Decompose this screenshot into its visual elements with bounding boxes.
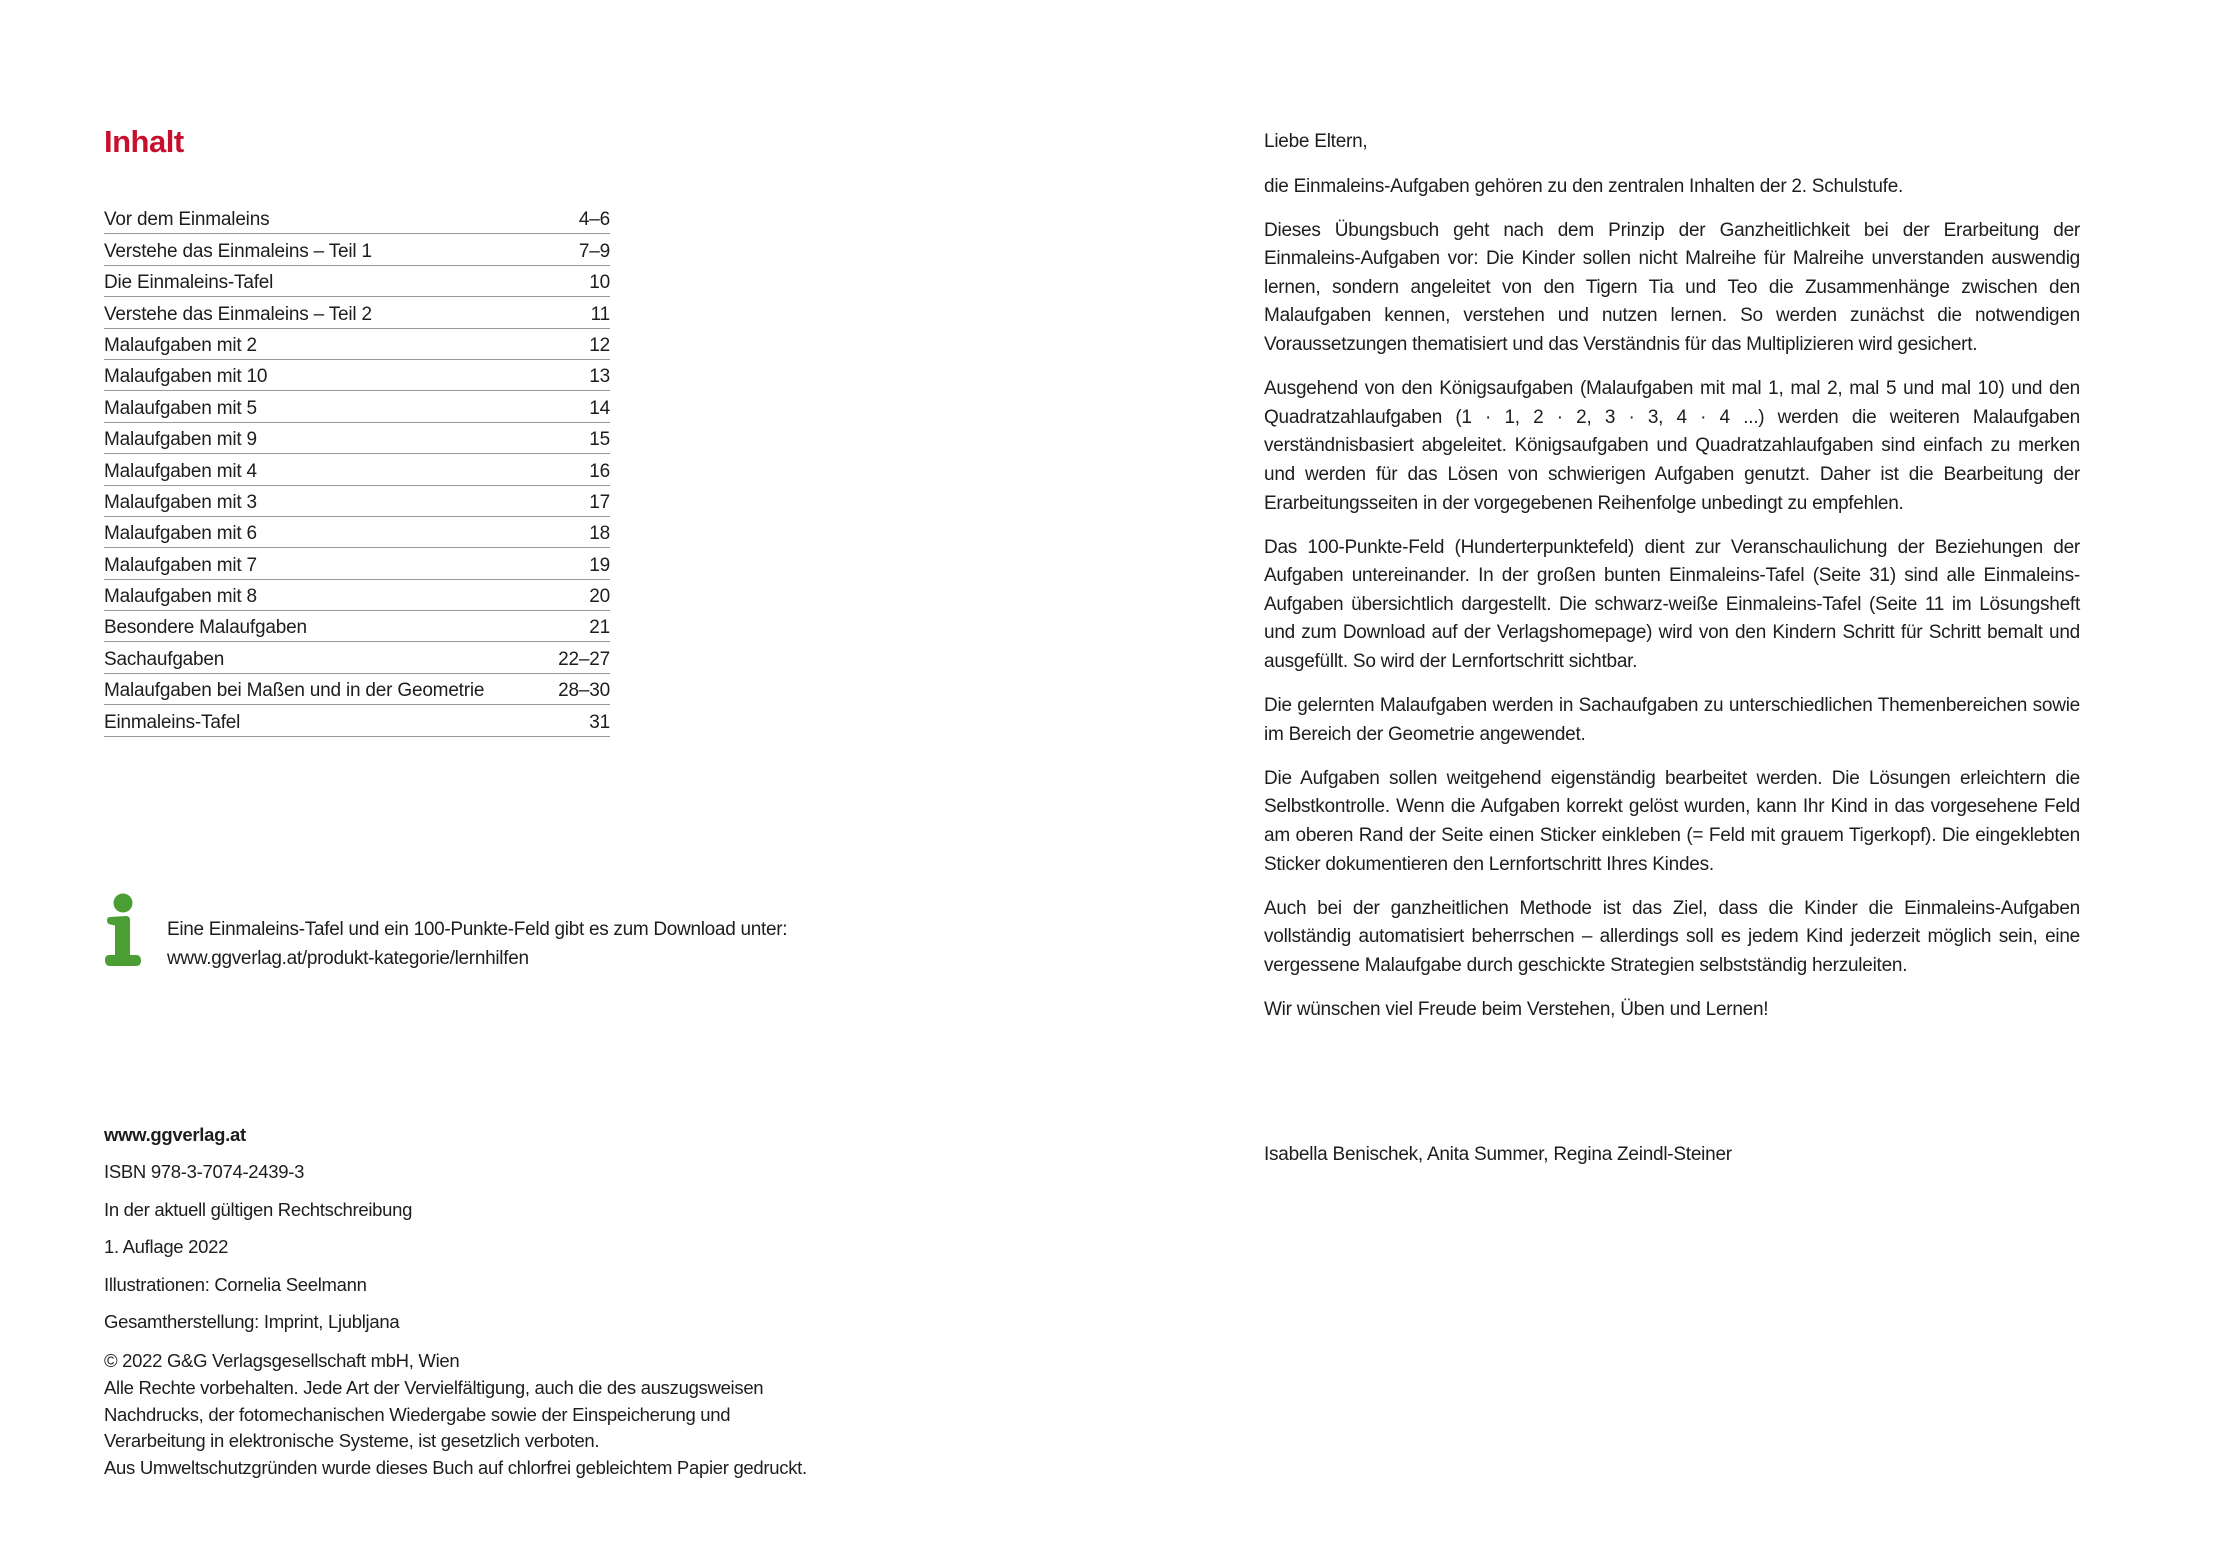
copyright-line: Nachdrucks, der fotomechanischen Wiedergabe sowie der Einspeicherung und <box>104 1403 731 1425</box>
toc-title: Malaufgaben mit 9 <box>104 429 257 451</box>
copyright-line: © 2022 G&G Verlagsgesellschaft mbH, Wien <box>104 1350 460 1372</box>
info-icon <box>104 893 142 968</box>
toc-title: Malaufgaben mit 5 <box>104 397 257 419</box>
page-title: Inhalt <box>104 124 184 159</box>
toc-row[interactable] <box>104 705 610 736</box>
toc-row[interactable] <box>104 329 610 360</box>
toc-title: Einmaleins-Tafel <box>104 711 241 733</box>
authors-signature: Isabella Benischek, Anita Summer, Regina Zeindl-Steiner <box>1264 1144 1732 1165</box>
copyright-line: Alle Rechte vorbehalten. Jede Art der Vervielfältigung, auch die des auszugsweisen <box>104 1376 764 1398</box>
download-link[interactable]: www.ggverlag.at/produkt-kategorie/lernhilfen <box>167 948 529 969</box>
toc-pages: 17 <box>589 491 610 513</box>
copyright-notice <box>104 1348 924 1481</box>
toc-title: Malaufgaben mit 4 <box>104 460 257 482</box>
toc-pages: 11 <box>590 303 610 325</box>
toc-title: Malaufgaben bei Maßen und in der Geometrie <box>104 680 485 702</box>
toc-pages: 4–6 <box>578 209 610 231</box>
toc-row[interactable] <box>104 674 610 705</box>
toc-pages: 28–30 <box>558 680 610 702</box>
letter-paragraph: Die Aufgaben sollen weitgehend eigenständig bearbeitet werden. Die Lösungen erleichtern die Selbstkontrolle. Wenn die Aufgaben korrekt gelöst wurden, kann Ihr Kind in das vorgesehene Feld am oberen Rand der Seite einen Sticker einkleben (= Feld mit grauem Tigerkopf). Die eingeklebten Sticker dokumentieren den Lernfortschritt Ihres Kindes. <box>1264 767 2080 875</box>
letter-paragraph: Das 100-Punkte-Feld (Hunderterpunktefeld) dient zur Veranschaulichung der Beziehungen der Aufgaben untereinander. In der großen bunten Einmaleins-Tafel (Seite 31) sind alle Einmaleins-Aufgaben übersichtlich dargestellt. Die schwarz-weiße Einmaleins-Tafel (Seite 11 im Lösungsheft und zum Download auf der Verlagshomepage) wird von den Kindern Schritt für Schritt bemalt und ausgefüllt. So wird der Lernfortschritt sichtbar. <box>1264 536 2080 672</box>
toc-row[interactable] <box>104 611 610 642</box>
toc-title: Malaufgaben mit 10 <box>104 366 268 388</box>
production-credit: Gesamtherstellung: Imprint, Ljubljana <box>104 1310 400 1332</box>
toc-title: Malaufgaben mit 3 <box>104 491 257 513</box>
toc-pages: 20 <box>589 586 610 608</box>
table-of-contents <box>104 203 610 737</box>
letter-closing: Wir wünschen viel Freude beim Verstehen, Üben und Lernen! <box>1264 998 1769 1020</box>
info-text-line: Eine Einmaleins-Tafel und ein 100-Punkte-Feld gibt es zum Download unter: <box>167 919 788 940</box>
copyright-line: Verarbeitung in elektronische Systeme, ist gesetzlich verboten. <box>104 1430 600 1452</box>
download-info <box>104 893 904 968</box>
toc-pages: 31 <box>589 711 610 733</box>
illustrations-credit: Illustrationen: Cornelia Seelmann <box>104 1273 367 1295</box>
letter-paragraph: Dieses Übungsbuch geht nach dem Prinzip der Ganzheitlichkeit bei der Erarbeitung der Einmaleins-Aufgaben vor: Die Kinder sollen nicht Malreihe für Malreihe unverstanden auswendig lernen, sondern angeleitet von den Tigern Tia und Teo die Zusammenhänge zwischen den Malaufgaben kennen, verstehen und nutzen lernen. So werden zunächst die notwendigen Voraussetzungen thematisiert und das Verständnis für das Multiplizieren wird gesichert. <box>1264 219 2080 356</box>
edition: 1. Auflage 2022 <box>104 1236 229 1258</box>
toc-title: Besondere Malaufgaben <box>104 617 307 639</box>
toc-pages: 15 <box>589 429 610 451</box>
toc-pages: 7–9 <box>578 240 610 262</box>
toc-row[interactable] <box>104 517 610 548</box>
toc-pages: 19 <box>589 554 610 576</box>
toc-row[interactable] <box>104 266 610 297</box>
toc-row[interactable] <box>104 423 610 454</box>
toc-title: Malaufgaben mit 7 <box>104 554 257 576</box>
toc-pages: 10 <box>589 272 610 294</box>
toc-row[interactable] <box>104 454 610 485</box>
toc-pages: 21 <box>589 617 610 639</box>
toc-title: Sachaufgaben <box>104 648 225 670</box>
toc-row[interactable] <box>104 548 610 579</box>
toc-title: Die Einmaleins-Tafel <box>104 272 274 294</box>
copyright-line: Aus Umweltschutzgründen wurde dieses Buch auf chlorfrei gebleichtem Papier gedruckt. <box>104 1456 807 1478</box>
letter-paragraph: Ausgehend von den Königsaufgaben (Malaufgaben mit mal 1, mal 2, mal 5 und mal 10) und den Quadratzahlaufgaben (1 · 1, 2 · 2, 3 · 3, 4 · 4 ...) werden die weiteren Malaufgaben verständnisbasiert abgeleitet. Königsaufgaben und Quadratzahlaufgaben sind einfach zu merken und werden für das Lösen von schwierigen Aufgaben genutzt. Daher ist die Bearbeitung der Erarbeitungsseiten in der vorgegebenen Reihenfolge unbedingt zu empfehlen. <box>1264 378 2080 514</box>
letter-paragraph: Auch bei der ganzheitlichen Methode ist das Ziel, dass die Kinder die Einmaleins-Aufgaben vollständig automatisiert beherrschen – allerdings soll es jedem Kind jederzeit möglich sein, eine vergessene Malaufgabe durch geschickte Strategien selbstständig herzuleiten. <box>1264 897 2080 976</box>
spelling-note: In der aktuell gültigen Rechtschreibung <box>104 1198 413 1220</box>
toc-row[interactable] <box>104 391 610 422</box>
toc-row[interactable] <box>104 203 610 234</box>
isbn: ISBN 978-3-7074-2439-3 <box>104 1161 305 1183</box>
toc-pages: 16 <box>589 460 610 482</box>
toc-pages: 18 <box>589 523 610 545</box>
toc-pages: 22–27 <box>558 648 610 670</box>
toc-row[interactable] <box>104 580 610 611</box>
imprint <box>104 1124 924 1481</box>
toc-row[interactable] <box>104 486 610 517</box>
toc-pages: 13 <box>589 366 610 388</box>
toc-title: Malaufgaben mit 6 <box>104 523 257 545</box>
letter-paragraph: Die gelernten Malaufgaben werden in Sachaufgaben zu unterschiedlichen Themenbereichen sowie im Bereich der Geometrie angewendet. <box>1264 695 2080 745</box>
letter-greeting: Liebe Eltern, <box>1264 131 1368 152</box>
parents-letter <box>1264 128 2080 1040</box>
toc-title: Verstehe das Einmaleins – Teil 1 <box>104 240 372 262</box>
toc-title: Malaufgaben mit 8 <box>104 586 257 608</box>
toc-row[interactable] <box>104 234 610 265</box>
toc-title: Verstehe das Einmaleins – Teil 2 <box>104 303 372 325</box>
toc-title: Vor dem Einmaleins <box>104 209 270 231</box>
publisher-website[interactable]: www.ggverlag.at <box>104 1124 246 1145</box>
toc-title: Malaufgaben mit 2 <box>104 334 257 356</box>
letter-paragraph: die Einmaleins-Aufgaben gehören zu den zentralen Inhalten der 2. Schulstufe. <box>1264 175 1904 197</box>
toc-pages: 14 <box>589 397 610 419</box>
toc-row[interactable] <box>104 360 610 391</box>
toc-row[interactable] <box>104 642 610 673</box>
toc-row[interactable] <box>104 297 610 328</box>
toc-pages: 12 <box>589 334 610 356</box>
